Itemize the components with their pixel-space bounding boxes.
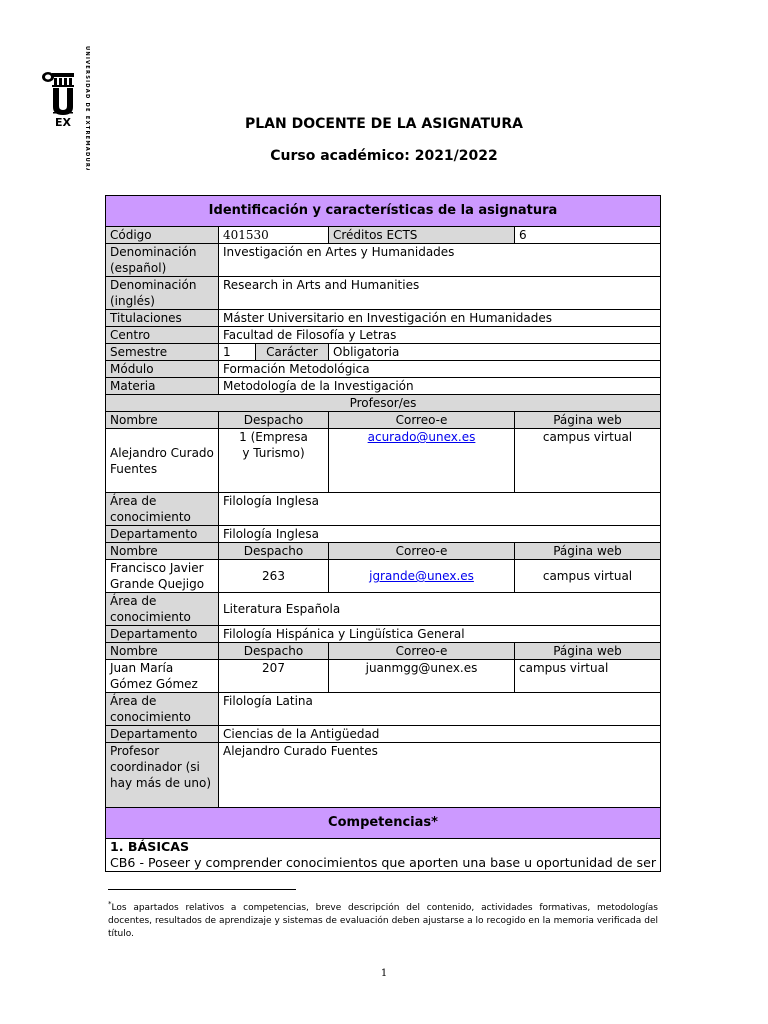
- profesor-despacho: 1 (Empresa y Turismo): [219, 429, 329, 493]
- profesor-email: juanmgg@unex.es: [329, 660, 515, 693]
- area-value: Filología Latina: [219, 693, 661, 726]
- area-label: Área de conocimiento: [106, 693, 219, 726]
- semestre-label: Semestre: [106, 344, 219, 361]
- profesor-web: campus virtual: [515, 429, 661, 493]
- centro-value: Facultad de Filosofía y Letras: [219, 327, 661, 344]
- despacho-header: Despacho: [219, 643, 329, 660]
- titulaciones-label: Titulaciones: [106, 310, 219, 327]
- coordinador-label: Profesor coordinador (si hay más de uno): [106, 743, 219, 808]
- profesor-nombre: Francisco Javier Grande Quejigo: [106, 560, 219, 593]
- course-table: [105, 195, 661, 872]
- denominacion-en-label: Denominación (inglés): [106, 277, 219, 310]
- area-label: Área de conocimiento: [106, 493, 219, 526]
- web-header: Página web: [515, 543, 661, 560]
- nombre-header: Nombre: [106, 412, 219, 429]
- creditos-value: 6: [515, 227, 661, 244]
- profesor-despacho: 207: [219, 660, 329, 693]
- correo-header: Correo-e: [329, 543, 515, 560]
- profesor-web: campus virtual: [515, 560, 661, 593]
- caracter-value: Obligatoria: [329, 344, 661, 361]
- denominacion-en-value: Research in Arts and Humanities: [219, 277, 661, 310]
- footnote-rule: [108, 889, 296, 890]
- area-value: Literatura Española: [219, 593, 661, 626]
- svg-text:UNIVERSIDAD DE EXTREMADURA: UNIVERSIDAD DE EXTREMADURA: [84, 46, 90, 170]
- denominacion-es-value: Investigación en Artes y Humanidades: [219, 244, 661, 277]
- centro-label: Centro: [106, 327, 219, 344]
- area-label: Área de conocimiento: [106, 593, 219, 626]
- page-number: 1: [380, 968, 388, 979]
- departamento-value: Filología Hispánica y Lingüística General: [219, 626, 661, 643]
- departamento-label: Departamento: [106, 726, 219, 743]
- profesor-email-link[interactable]: acurado@unex.es: [367, 430, 476, 444]
- identificacion-heading: Identificación y características de la asignatura: [106, 196, 661, 227]
- denominacion-es-label: Denominación (español): [106, 244, 219, 277]
- semestre-value: 1: [219, 344, 256, 361]
- footnote: [108, 898, 658, 941]
- footnote-marker: *: [108, 900, 112, 908]
- web-header: Página web: [515, 643, 661, 660]
- titulaciones-value: Máster Universitario en Investigación en Humanidades: [219, 310, 661, 327]
- correo-header: Correo-e: [329, 412, 515, 429]
- profesores-heading: Profesor/es: [106, 395, 661, 412]
- profesor-despacho: 263: [219, 560, 329, 593]
- creditos-label: Créditos ECTS: [329, 227, 515, 244]
- page-title: PLAN DOCENTE DE LA ASIGNATURA: [245, 116, 523, 132]
- departamento-label: Departamento: [106, 526, 219, 543]
- course-year: Curso académico: 2021/2022: [270, 148, 498, 164]
- basicas-title: 1. BÁSICAS: [110, 839, 190, 854]
- codigo-value: 401530: [219, 227, 329, 244]
- modulo-value: Formación Metodológica: [219, 361, 661, 378]
- departamento-label: Departamento: [106, 626, 219, 643]
- profesor-email-link[interactable]: jgrande@unex.es: [369, 569, 474, 583]
- coordinador-value: Alejandro Curado Fuentes: [219, 743, 661, 808]
- despacho-header: Despacho: [219, 543, 329, 560]
- web-header: Página web: [515, 412, 661, 429]
- profesor-nombre: Juan María Gómez Gómez: [106, 660, 219, 693]
- profesor-nombre: Alejandro Curado Fuentes: [106, 429, 219, 493]
- codigo-label: Código: [106, 227, 219, 244]
- materia-label: Materia: [106, 378, 219, 395]
- svg-text:EX: EX: [55, 116, 71, 129]
- materia-value: Metodología de la Investigación: [219, 378, 661, 395]
- departamento-value: Ciencias de la Antigüedad: [219, 726, 661, 743]
- footnote-text: Los apartados relativos a competencias, breve descripción del contenido, actividades formativas, metodologías docentes, resultados de aprendizaje y sistemas de evaluación deben ajustarse a lo recogido en la memoria verificada del título.: [108, 903, 658, 939]
- caracter-label: Carácter: [256, 344, 329, 361]
- cb6-text: CB6 - Poseer y comprender conocimientos que aporten una base u oportunidad de ser: [110, 855, 657, 870]
- competencias-heading: Competencias*: [106, 808, 661, 839]
- correo-header: Correo-e: [329, 643, 515, 660]
- despacho-header: Despacho: [219, 412, 329, 429]
- nombre-header: Nombre: [106, 543, 219, 560]
- departamento-value: Filología Inglesa: [219, 526, 661, 543]
- profesor-web: campus virtual: [515, 660, 661, 693]
- modulo-label: Módulo: [106, 361, 219, 378]
- area-value: Filología Inglesa: [219, 493, 661, 526]
- nombre-header: Nombre: [106, 643, 219, 660]
